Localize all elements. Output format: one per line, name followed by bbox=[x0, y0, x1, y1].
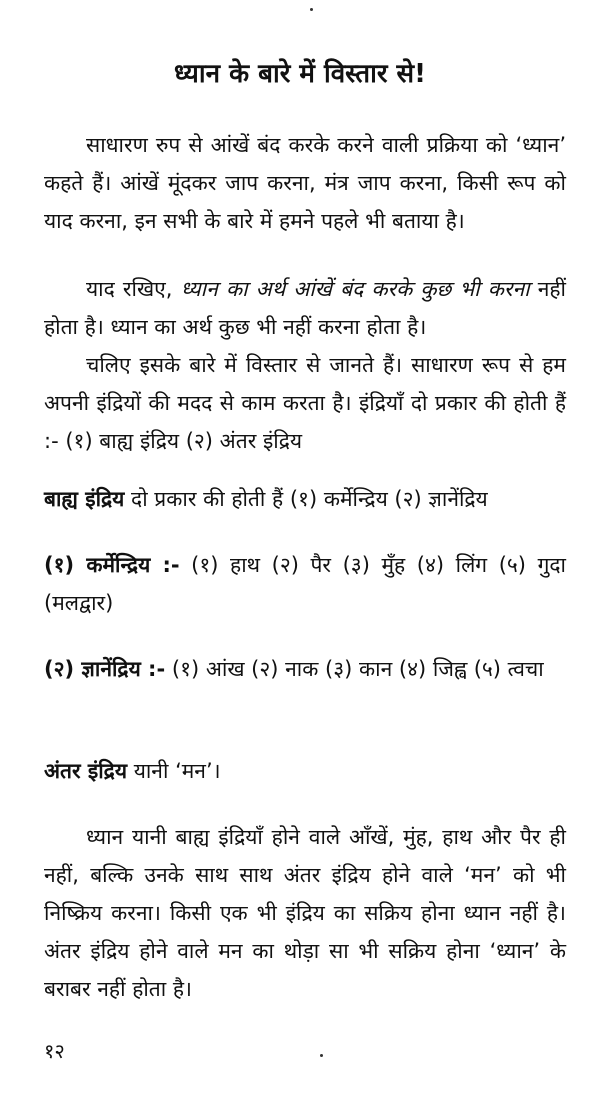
gyanendriya-text: (१) आंख (२) नाक (३) कान (४) जिह्व (५) त्वचा bbox=[171, 657, 544, 681]
page-number: १२ bbox=[44, 1039, 65, 1063]
print-speck bbox=[320, 1054, 323, 1057]
gyanendriya-paragraph bbox=[44, 650, 566, 688]
gyanendriya-label: (२) ज्ञानेंद्रिय :- bbox=[44, 657, 166, 681]
karmendriya-paragraph bbox=[44, 546, 566, 622]
intro-p2-tail: नहीं होता है। ध्यान का अर्थ कुछ भी नहीं करना होता है। bbox=[44, 277, 566, 339]
antar-indriya-line bbox=[44, 752, 566, 790]
intro-p2-emphasis: ध्यान का अर्थ आंखें बंद करके कुछ भी करना bbox=[180, 277, 530, 301]
bahya-indriya-label: बाह्य इंद्रिय bbox=[44, 487, 125, 511]
bahya-indriya-text: दो प्रकार की होती हैं (१) कर्मेन्द्रिय (२) ज्ञानेंद्रिय bbox=[131, 487, 488, 511]
antar-indriya-text: यानी ‘मन’। bbox=[133, 759, 221, 783]
intro-paragraph-3: चलिए इसके बारे में विस्तार से जानते हैं। साधारण रूप से हम अपनी इंद्रियों की मदद से काम करता है। इंद्रियाँ दो प्रकार की होती हैं :- (१) बाह्य इंद्रिय (२) अंतर इंद्रिय bbox=[44, 353, 566, 453]
intro-paragraph-2 bbox=[44, 270, 566, 346]
intro-paragraph-1: साधारण रुप से आंखें बंद करके करने वाली प्रक्रिया को ‘ध्यान’ कहते हैं। आंखें मूंदकर जाप करना, मंत्र जाप करना, किसी रूप को याद करना, इन सभी के बारे में हमने पहले भी बताया है। bbox=[44, 133, 566, 233]
bahya-indriya-line bbox=[44, 480, 566, 518]
karmendriya-text: (१) हाथ (२) पैर (३) मुँह (४) लिंग (५) गुदा (मलद्वार) bbox=[44, 553, 566, 615]
page-title: ध्यान के बारे में विस्तार से! bbox=[174, 59, 426, 89]
karmendriya-label: (१) कर्मेन्द्रिय :- bbox=[44, 553, 180, 577]
print-speck bbox=[310, 8, 313, 11]
intro-p2-lead: याद रखिए, bbox=[86, 277, 173, 301]
closing-paragraph: ध्यान यानी बाह्य इंद्रियाँ होने वाले आँखें, मुंह, हाथ और पैर ही नहीं, बल्कि उनके साथ साथ अंतर इंद्रिय होने वाले ‘मन’ को भी निष्क्रिय करना। किसी एक भी इंद्रिय का सक्रिय होना ध्यान नहीं है। अंतर इंद्रिय होने वाले मन का थोड़ा सा भी सक्रिय होना ‘ध्यान’ के बराबर नहीं होता है। bbox=[44, 825, 566, 1001]
antar-indriya-label: अंतर इंद्रिय bbox=[44, 759, 127, 783]
